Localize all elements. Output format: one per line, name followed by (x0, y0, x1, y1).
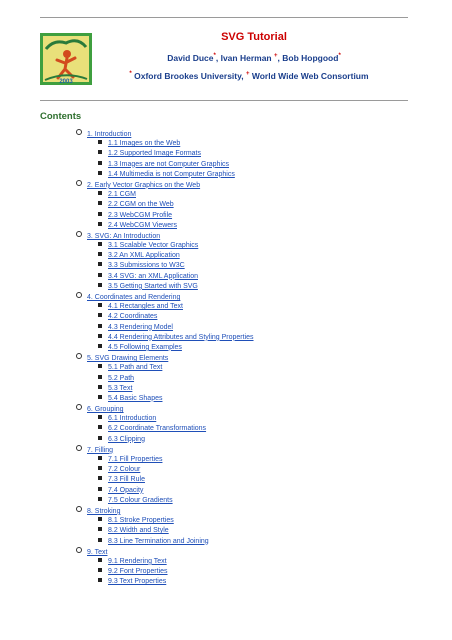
toc-subsection-link[interactable]: 5.4 Basic Shapes (108, 394, 163, 402)
toc-subsection (76, 455, 406, 465)
toc-subsection (76, 343, 406, 353)
square-bullet-icon (98, 150, 102, 154)
toc-subsection-link[interactable]: 7.2 Colour (108, 466, 141, 474)
w3c-2003-logo-icon (40, 33, 92, 85)
circle-bullet-icon (76, 404, 82, 410)
toc-section (76, 353, 406, 363)
toc-subsection (76, 537, 406, 547)
toc-subsection (76, 557, 406, 567)
toc-section (76, 404, 406, 414)
toc-subsection (76, 516, 406, 526)
circle-bullet-icon (76, 180, 82, 186)
toc-subsection (76, 363, 406, 373)
square-bullet-icon (98, 222, 102, 226)
circle-bullet-icon (76, 445, 82, 451)
toc-subsection-link[interactable]: 6.3 Clipping (108, 435, 145, 443)
toc-subsection-link[interactable]: 3.3 Submissions to W3C (108, 262, 185, 270)
circle-bullet-icon (76, 292, 82, 298)
toc-subsection (76, 414, 406, 424)
square-bullet-icon (98, 140, 102, 144)
toc-subsection-link[interactable]: 1.4 Multimedia is not Computer Graphics (108, 170, 235, 178)
toc-section (76, 231, 406, 241)
toc-subsection (76, 251, 406, 261)
square-bullet-icon (98, 252, 102, 256)
toc-subsection-link[interactable]: 8.1 Stroke Properties (108, 517, 174, 525)
toc-subsection-link[interactable]: 6.2 Coordinate Transformations (108, 425, 207, 433)
square-bullet-icon (98, 303, 102, 307)
square-bullet-icon (98, 242, 102, 246)
square-bullet-icon (98, 334, 102, 338)
toc-subsection (76, 323, 406, 333)
svg-text:2003: 2003 (59, 79, 73, 85)
toc-section-link[interactable]: 5. SVG Drawing Elements (87, 355, 169, 363)
toc-subsection-link[interactable]: 8.2 Width and Style (108, 527, 169, 535)
author-mark: * (338, 53, 341, 60)
toc-subsection (76, 170, 406, 180)
square-bullet-icon (98, 171, 102, 175)
toc-subsection (76, 149, 406, 159)
square-bullet-icon (98, 191, 102, 195)
toc-subsection-link[interactable]: 6.1 Introduction (108, 415, 157, 423)
square-bullet-icon (98, 578, 102, 582)
square-bullet-icon (98, 568, 102, 572)
toc-subsection (76, 261, 406, 271)
affiliation-name: Oxford Brookes University (134, 71, 242, 81)
toc-subsection (76, 486, 406, 496)
toc-section (76, 506, 406, 516)
toc-subsection-link[interactable]: 7.1 Fill Properties (108, 456, 163, 463)
square-bullet-icon (98, 344, 102, 348)
document-title: SVG Tutorial (221, 31, 287, 43)
author-name: Ivan Herman (220, 53, 272, 63)
square-bullet-icon (98, 487, 102, 491)
toc-subsection-link[interactable]: 9.1 Rendering Text (108, 557, 167, 565)
toc-subsection (76, 384, 406, 394)
toc-subsection-link[interactable]: 4.5 Following Examples (108, 343, 182, 351)
toc-subsection-link[interactable]: 3.4 SVG: an XML Application (108, 272, 199, 280)
square-bullet-icon (98, 364, 102, 368)
toc-subsection (76, 282, 406, 292)
toc-subsection (76, 465, 406, 475)
toc-section-link[interactable]: 8. Stroking (87, 507, 121, 515)
affiliation-mark: + (245, 71, 250, 78)
toc-subsection-link[interactable]: 5.2 Path (108, 374, 135, 382)
author-name: Bob Hopgood (282, 53, 339, 63)
toc-subsection-link[interactable]: 1.3 Images are not Computer Graphics (108, 160, 230, 168)
toc-subsection (76, 312, 406, 322)
toc-section-link[interactable]: 7. Filling (87, 446, 114, 454)
circle-bullet-icon (76, 129, 82, 135)
toc-subsection (76, 200, 406, 210)
square-bullet-icon (98, 436, 102, 440)
toc-subsection-link[interactable]: 3.2 An XML Application (108, 252, 180, 260)
toc-subsection-link[interactable]: 4.3 Rendering Model (108, 323, 173, 331)
affiliation-mark: * (129, 71, 132, 78)
square-bullet-icon (98, 497, 102, 501)
header-rule (40, 100, 408, 101)
toc-subsection-link[interactable]: 8.3 Line Termination and Joining (108, 537, 209, 545)
square-bullet-icon (98, 375, 102, 379)
toc-subsection (76, 221, 406, 231)
circle-bullet-icon (76, 353, 82, 359)
toc-subsection-link[interactable]: 3.5 Getting Started with SVG (108, 282, 198, 290)
toc-section (76, 180, 406, 190)
toc-subsection-link[interactable]: 2.3 WebCGM Profile (108, 211, 173, 219)
toc-subsection-link[interactable]: 2.1 CGM (108, 191, 137, 199)
circle-bullet-icon (76, 547, 82, 553)
toc-subsection (76, 394, 406, 404)
toc-subsection (76, 302, 406, 312)
top-rule (40, 17, 408, 18)
affiliation-name: World Wide Web Consortium (251, 71, 369, 81)
toc-section-link[interactable]: 1. Introduction (87, 131, 132, 138)
contents-heading: Contents (40, 111, 82, 122)
toc-subsection (76, 435, 406, 445)
toc-section-link[interactable]: 9. Text (87, 548, 108, 556)
square-bullet-icon (98, 466, 102, 470)
affiliation-list: * Oxford Brookes University, + World Wide Web Consortium (129, 71, 369, 81)
square-bullet-icon (98, 283, 102, 287)
author-name: David Duce (167, 53, 214, 63)
toc-section (76, 445, 406, 455)
toc-subsection-link[interactable]: 7.4 Opacity (108, 486, 144, 494)
toc-subsection (76, 160, 406, 170)
toc-subsection-link[interactable]: 9.2 Font Properties (108, 568, 168, 576)
toc-subsection-link[interactable]: 7.3 Fill Rule (108, 476, 145, 484)
circle-bullet-icon (76, 506, 82, 512)
square-bullet-icon (98, 385, 102, 389)
square-bullet-icon (98, 201, 102, 205)
toc-subsection (76, 333, 406, 343)
square-bullet-icon (98, 324, 102, 328)
toc-subsection (76, 374, 406, 384)
toc-subsection (76, 272, 406, 282)
toc-subsection (76, 190, 406, 200)
toc-subsection (76, 211, 406, 221)
toc-subsection-link[interactable]: 4.2 Coordinates (108, 313, 158, 321)
toc-subsection (76, 139, 406, 149)
toc-subsection-link[interactable]: 2.2 CGM on the Web (108, 201, 174, 209)
toc-subsection-link[interactable]: 5.3 Text (108, 384, 133, 392)
author-list: David Duce*, Ivan Herman +, Bob Hopgood* (167, 53, 341, 63)
toc-subsection-link[interactable]: 7.5 Colour Gradients (108, 496, 173, 504)
toc-section-link[interactable]: 2. Early Vector Graphics on the Web (87, 181, 201, 189)
toc-section-link[interactable]: 4. Coordinates and Rendering (87, 294, 181, 301)
square-bullet-icon (98, 425, 102, 429)
toc-subsection-link[interactable]: 1.2 Supported Image Formats (108, 150, 201, 158)
toc-subsection-link[interactable]: 4.1 Rectangles and Text (108, 303, 183, 311)
square-bullet-icon (98, 476, 102, 480)
square-bullet-icon (98, 456, 102, 460)
toc-subsection-link[interactable]: 9.3 Text Properties (108, 578, 167, 586)
toc-subsection (76, 577, 406, 587)
toc-section-link[interactable]: 3. SVG: An Introduction (87, 232, 161, 240)
square-bullet-icon (98, 212, 102, 216)
toc-section (76, 292, 406, 302)
square-bullet-icon (98, 538, 102, 542)
toc-subsection-link[interactable]: 5.1 Path and Text (108, 364, 163, 372)
square-bullet-icon (98, 395, 102, 399)
square-bullet-icon (98, 273, 102, 277)
toc-section (76, 129, 406, 139)
square-bullet-icon (98, 558, 102, 562)
author-mark: + (274, 53, 278, 60)
toc-subsection (76, 475, 406, 485)
square-bullet-icon (98, 313, 102, 317)
square-bullet-icon (98, 517, 102, 521)
toc-subsection (76, 496, 406, 506)
square-bullet-icon (98, 527, 102, 531)
toc-subsection-link[interactable]: 4.4 Rendering Attributes and Styling Properties (108, 333, 254, 341)
toc-subsection-link[interactable]: 2.4 WebCGM Viewers (108, 221, 177, 229)
toc-subsection-link[interactable]: 3.1 Scalable Vector Graphics (108, 242, 199, 250)
toc-subsection-link[interactable]: 1.1 Images on the Web (108, 140, 181, 148)
toc-subsection (76, 526, 406, 536)
toc-subsection (76, 424, 406, 434)
table-of-contents (76, 129, 406, 587)
square-bullet-icon (98, 415, 102, 419)
toc-subsection (76, 241, 406, 251)
circle-bullet-icon (76, 231, 82, 237)
toc-section-link[interactable]: 6. Grouping (87, 406, 124, 414)
author-mark: * (213, 53, 216, 60)
square-bullet-icon (98, 262, 102, 266)
toc-section (76, 547, 406, 557)
square-bullet-icon (98, 161, 102, 165)
toc-subsection (76, 567, 406, 577)
